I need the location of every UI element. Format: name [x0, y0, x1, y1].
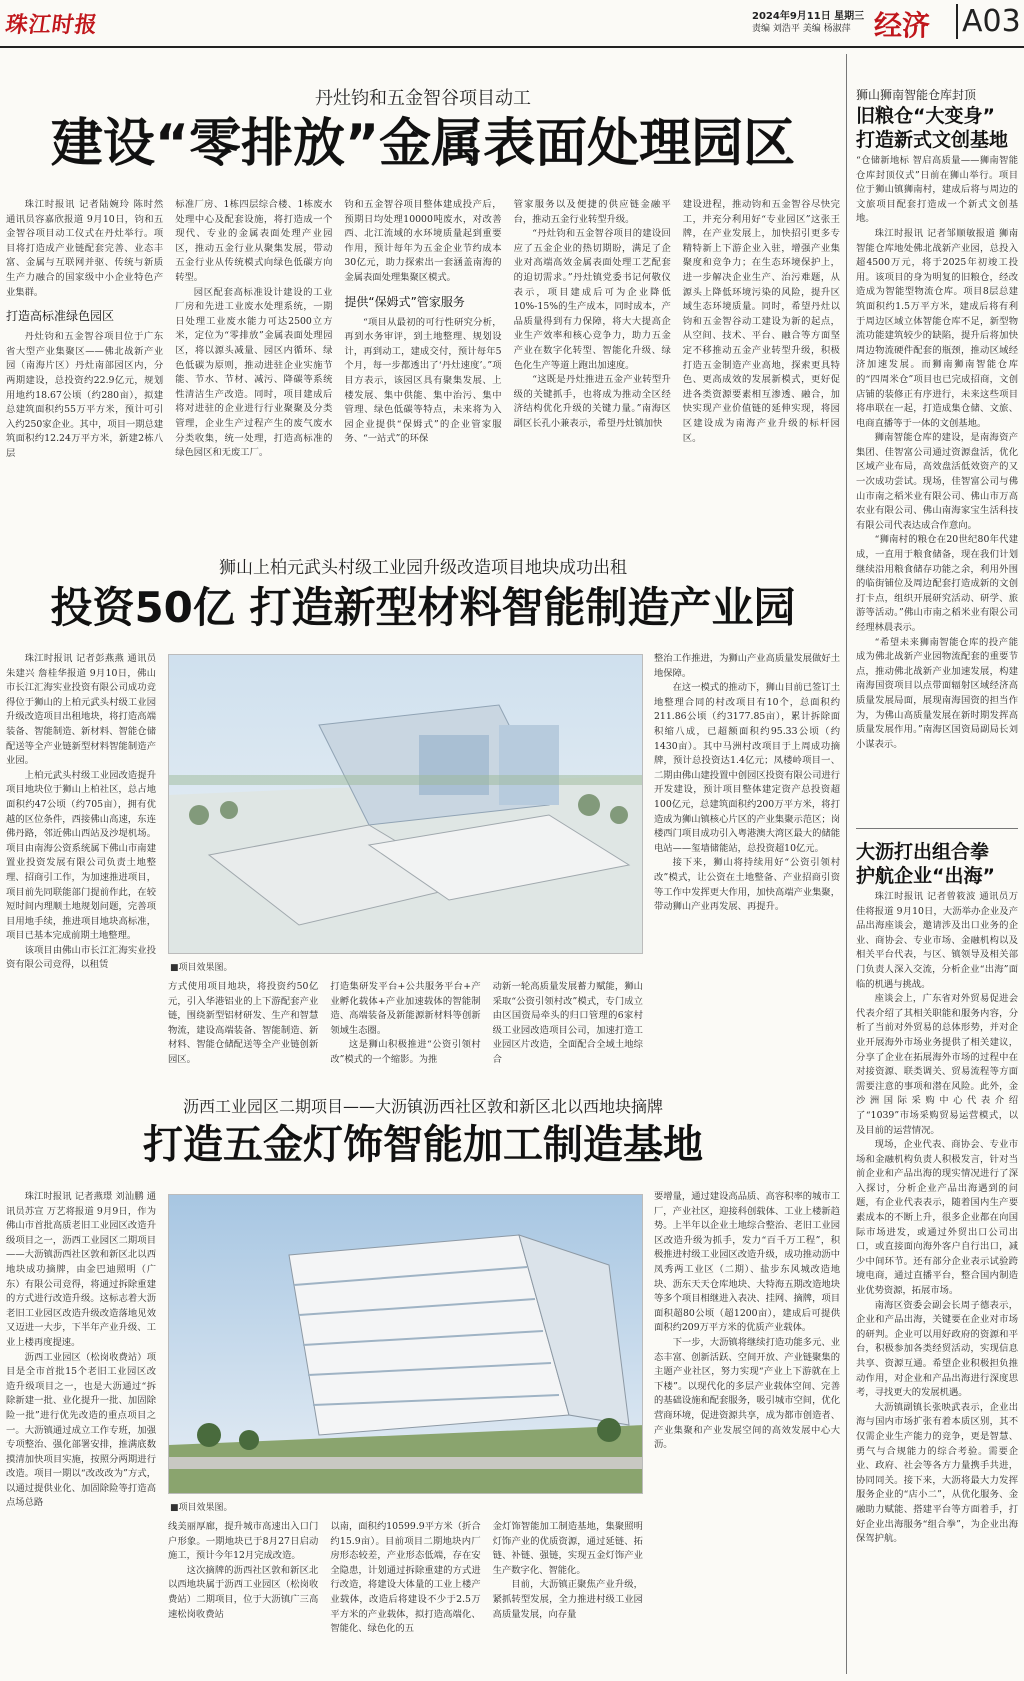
paragraph: 现场，企业代表、商协会、专业市场和金融机构负责人积极发言，针对当前企业和产品出海的现实情况进行了深入探讨，分析企业产品出海遇到的问题，有企业代表表示，随着国内生产要素成本的不断上升，很多企业都在向国际市场进发，或通过外贸出口公司出口，或直接面向海外客户自行出口，减少中间环节。还有部分企业表示试验跨境电商，通过直播平台，整合国内制造业优势资源，拓展市场。 — [856, 1139, 1018, 1297]
factory-building-rendering — [169, 1195, 643, 1494]
paragraph: 该项目由佛山市长江汇海实业投资有限公司竞得，以租赁 — [6, 944, 156, 971]
sidebar-1-headline — [856, 104, 1008, 152]
article-2-col-1 — [6, 652, 156, 1092]
paragraph: 珠江时报讯 记者曾筱波 通讯员万佳将报道 9月10日，大沥举办企业及产品出海座谈会，邀请涉及出口业务的企业、商协会、专业市场、金融机构以及相关平台代表，与区、镇领导及相关部门负责人深入交流，分析企业“出海”面临的机遇与挑战。 — [856, 891, 1018, 990]
paragraph: “项目从最初的可行性研究分析，再到水务审评，到土地整理、规划设计，再到动工，建成交付，预计每年5个月，每一步都透出了‘丹灶速度’。”项目方表示，该园区具有聚集发展、上楼发展、集中供能、集中治污、集中管理、绿色低碳等特点，未来将为入园企业提供“保姆式”的企业管家服务、“一站式”的环保 — [344, 316, 502, 445]
issue-date: 2024年9月11日 星期三 — [752, 11, 865, 22]
article-1-col-2 — [175, 198, 332, 498]
article-2-col-3 — [330, 980, 480, 1092]
paragraph: 园区配套高标准设计建设的工业厂房和先进工业废水处理系统，一期日处理工业废水能力可达2500立方米，定位为“零排放”金属表面处理园区，将以源头减量、园区内循环、绿色低碳为原则，推动进驻企业实施节能、节水、节材、减污、降碳等系统性清洁生产改造。同时，项目建成后将对进驻的企业进行行业聚聚及分类管理，企业生产过程产生的废气废水分类收集，统一处理，打造高标准的绿色园区和无废工厂。 — [175, 286, 333, 459]
article-2-col-5 — [654, 652, 840, 1092]
sidebar-2-body — [856, 890, 1018, 1676]
editor-credits: 责编 刘浩平 美编 杨淑萍 — [752, 24, 851, 34]
article-1-headline: 建设“零排放”金属表面处理园区 — [50, 114, 796, 174]
sidebar-1-headline-line-1: 旧粮仓“大变身” — [856, 105, 995, 127]
paragraph: “狮南村的粮仓在20世纪80年代建成，一直用于粮食储备，现在我们计划继续沿用粮食储存功能之余，利用外围的临街铺位及周边配套打造成新的文创打卡点，组织开展研究活动、研学、旅游等活动。”佛山市南之稻米业有限公司经理林晨表示。 — [856, 534, 1018, 633]
paragraph: 大沥镇副镇长张映武表示，企业出海与国内市场扩张有着本质区别，其不仅需企业生产能力的竞争，更是智慧、勇气与合规能力的综合考验。需要企业、政府、社会等各方力量携手共进，协同同关。接下来，大沥将最大力发挥服务企业的“店小二”，从优化服务、金融助力赋能、搭建平台等方面着手，打好企业出海服务“组合拳”，为企业出海保驾护航。 — [856, 1401, 1018, 1545]
article-3-headline: 打造五金灯饰智能加工制造基地 — [143, 1122, 703, 1168]
page-info — [752, 10, 864, 36]
article-2-col-4 — [493, 980, 643, 1092]
subheading: 提供“保姆式”管家服务 — [344, 294, 465, 309]
subheading: 打造高标准绿色园区 — [6, 309, 115, 324]
article-2-left — [6, 652, 156, 1092]
paragraph: 丹灶钧和五金智谷项目位于广东省大型产业集聚区——佛北战新产业园（南海片区）丹灶南部园区内，分两期建设，总投资约22.9亿元，规划用地约18.67公顷（约280亩），拟建总建筑面积约55万平方米，预计可引入约250家企业。其中，项目一期总建筑面积约12.24万平方米，新建2栋八层 — [6, 331, 164, 459]
paragraph: 打造集研发平台+公共服务平台+产业孵化载体+产业加速载体的智能制造、高端装备及新能源新材料等创新领域生态圈。 — [330, 981, 481, 1036]
article-1-col-4 — [514, 198, 671, 498]
paragraph: “仓储新地标 智启高质量——狮南智能仓库封顶仪式”日前在狮山举行。项目位于狮山镇狮南村，建成后将与周边的文旅项目配套打造成一个新式文创基地。 — [856, 155, 1018, 225]
paragraph: 珠江时报讯 记者燕璟 刘汕鹏 通讯员苏宣 万艺将报道 9月9日，作为佛山市首批高质老旧工业园区改造升级项目之一，沥西工业园区二期项目——大沥镇沥西社区敦和新区北以西地块成功摘牌，由金巴迪照明（广东）有限公司竞得，将通过拆除重建的方式进行改造升级。这标志着大沥老旧工业园区改造升级改造落地见效又迈进一大步，下半年产业升级、工业上楼再度提速。 — [6, 1191, 156, 1348]
paragraph: 座谈会上，广东省对外贸易促进会代表介绍了其相关职能和服务内容，分析了当前对外贸易的总体形势，并对企业开展海外市场业务提供了相关建议，分享了企业在拓展海外市场的过程中在对接资源、联类调关、贸易流程等方面需要注意的事项和潜在风险。此外，金沙洲国际采购中心代表介绍了“1039”市场采购贸易运营模式，以及目前的运营情况。 — [856, 993, 1018, 1136]
article-2-right — [654, 652, 840, 1092]
article-3-col-5 — [654, 1190, 840, 1676]
industrial-park-rendering — [169, 655, 643, 954]
paragraph: 方式使用项目地块，将投资约50亿元，引入华港铝业的上下游配套产业链，围绕新型铝材研发、生产和智慧物流，建设高端装备、智能制造、新材料、智能仓储配送等全产业链创新园区。 — [168, 981, 319, 1065]
section-name: 经济 — [874, 9, 931, 42]
article-1-col-5 — [683, 198, 840, 498]
paragraph: 线美丽厚廊，提升城市高速出入口门户形象。一期地块已于8月27日启动施工，预计今年12月完成改造。 — [168, 1521, 319, 1562]
paragraph: 下一步，大沥镇将继续打造功能多元、业态丰富、创新活跃、空间开放、产业链聚集的主题产业社区，努力实现“产业上下游就在上下楼”。以现代化的多层产业载体空间、完善的基础设施和配套服务，吸引城市空间，优化营商环境，促进资源共享，成为都市创造者、产业集聚和产业发展空间的高效发展中心大沥。 — [654, 1336, 840, 1451]
article-1-col-1 — [6, 198, 163, 498]
paragraph: 钧和五金智谷项目整体建成投产后，预期日均处理10000吨废水，对改善西、北江流域的水环境质量起到重要作用，预计每年为五金企业节约成本30亿元，助力探索出一套涵盖南海的金属表面处理集聚区模式。 — [344, 199, 502, 283]
article-2-bottom — [168, 980, 643, 1092]
article-3-col-4 — [493, 1520, 643, 1676]
paragraph: 管家服务以及便捷的供应链金融平台，推动五金行业转型升级。 — [513, 199, 671, 225]
paragraph: “希望未来狮南智能仓库的投产能成为佛北战新产业园物流配套的重要节点，推动佛北战新产业加速发展，构建南海国资项目以点带面辐射区域经济高质量发展局面，展现南海国资的担当作为，为佛山高质量发展在新时期发挥高质量发展作用。”南海区国资局副局长刘小谋表示。 — [856, 636, 1018, 750]
article-3-col-1 — [6, 1190, 156, 1676]
article-3-kicker: 沥西工业园区二期项目——大沥镇沥西社区敦和新区北以西地块摘牌 — [182, 1097, 663, 1116]
paragraph: 整治工作推进，为狮山产业高质量发展做好土地保障。 — [654, 653, 840, 679]
paragraph: 这是狮山积极推进“公资引领村改”模式的一个缩影。为推 — [330, 1039, 481, 1065]
paragraph: “这既是丹灶推进五金产业转型升级的关键抓手，也将成为推动全区经济结构优化升级的关键力量。”南海区副区长孔小兼表示，希望丹灶镇加快 — [513, 374, 671, 429]
paragraph: 珠江时报讯 记者陆婉玲 陈时然 通讯员容嘉欣报道 9月10日，钧和五金智谷项目动工仪式在丹灶举行。项目将打造成产业链配套完善、业态丰富、金属与互联网并驱、传统与新质生产力融合的国家级中小企业特色产业集群。 — [6, 199, 164, 298]
article-2-kicker: 狮山上柏元武头村级工业园升级改造项目地块成功出租 — [219, 558, 627, 578]
article-1-col-3 — [344, 198, 501, 498]
article-1-body — [6, 198, 840, 498]
paragraph: 金灯饰智能加工制造基地，集聚照明灯饰产业的优质资源，通过延链、拓链、补链、强链，实现五金灯饰产业生产数字化、智能化。 — [492, 1521, 643, 1576]
paragraph: 动新一轮高质量发展蓄力赋能，狮山采取“公资引领村改”模式，专门成立由区国资局牵头的归口管理的6家村级工业园改造项目公司，加速打造工业园区片改造，全面配合全域土地综合 — [492, 981, 643, 1065]
paragraph: “丹灶钧和五金智谷项目的建设回应了五金企业的热切期盼，满足了企业对高端高效金属表面处理工艺配套的迫切需求。”丹灶镇党委书记何敬仪表示，项目建成后可为企业降低10%-15%的生产成本，同时成本，产品质量得到有力保障，将大大提高企业生产效率和核心竞争力，助力五金产业在数字化转型、智能化升级、绿色化生产等道上跑出加速度。 — [513, 228, 671, 371]
paragraph: 以南，面积约10599.9平方米（折合约15.9亩）。目前项目二期地块内厂房形态较差，产业形态低端，存在安全隐患，计划通过拆除重建的方式进行改造，将建设大体量的工业上楼产业载体，改造后将建设不少于2.5万平方米的产业载体，拟打造高端化、智能化、绿色化的五 — [330, 1521, 481, 1635]
article-3-col-3 — [330, 1520, 480, 1676]
newspaper-logo: 珠江时报 — [3, 13, 100, 38]
paragraph: 这次摘牌的沥西社区敦和新区北以西地块属于沥西工业园区（松岗收费站）二期项目，位于大沥镇广三高速松岗收费站 — [168, 1564, 319, 1620]
paragraph: 上柏元武头村级工业园改造提升项目地块位于狮山上柏社区，总占地面积约47公顷（约705亩），拥有优越的区位条件，西接佛山高速，东连佛丹路，邻近佛山西站及沙堤机场。项目由南海公资系统属下佛山市南建置业投资发展有限公司负责土地整理、招商引工作，为加速推进项目，项目前先同联能部门提前作此，在较短时间内理顺土地规划问题，完善项目用地手续，推进项目地块高标准，项目已基本完成前期土地整理。 — [6, 769, 156, 942]
paragraph: 要增量，通过建设高品质、高容积率的城市工厂，产业社区，迎接科创载体、工业上楼新趋势。上半年以企业土地综合整治、老旧工业园区改造升级为抓手，发力“百千万工程”，积极推进村级工业园区改造升级，成功推动沥中凤秀两工业区（二期）、盐步东风城改造地块、沥东天天仓库地块、大特海五期改造地块等多个项目相继进入表决、挂网、摘牌，项目面积超80公顷（超1200亩），建成后可提供面积约209万平方米的优质产业载体。 — [654, 1191, 840, 1334]
sidebar-2-headline-line-2: 护航企业“出海” — [856, 865, 995, 887]
article-1-kicker: 丹灶钧和五金智谷项目动工 — [315, 88, 531, 109]
page-number: A03 — [956, 4, 1021, 39]
article-2-headline: 投资50亿 打造新型材料智能制造产业园 — [50, 583, 796, 632]
article-3-caption: ■项目效果图。 — [170, 1503, 233, 1513]
article-2-col-2 — [168, 980, 318, 1092]
sidebar-divider — [856, 828, 1018, 829]
sidebar-2-headline — [856, 840, 995, 888]
article-3-left — [6, 1190, 156, 1676]
paragraph: 标准厂房、1栋四层综合楼、1栋废水处理中心及配套设施，将打造成一个现代、专业的金属表面处理产业园区，推动五金行业从聚集发展，带动五金行业从传统模式向绿色低碳方向转型。 — [175, 199, 333, 283]
article-2-caption: ■项目效果图。 — [170, 963, 233, 973]
article-3-right — [654, 1190, 840, 1676]
paragraph: 接下来，狮山将持续用好“公资引领村改”模式，让公资在土地整备、产业招商引资等工作中发挥更大作用，加快高端产业集聚，带动狮山产业再发展、再提升。 — [654, 857, 840, 913]
paragraph: 南海区资委会副会长周子德表示，企业和产品出海，关键要在企业对市场的研判。企业可以用好政府的资源和平台，积极参加各类经贸活动，实现信息共享、资源互通。希望企业积极担负推动作用，对企业和产品出海进行深度思考，寻找更大的发展机遇。 — [856, 1299, 1018, 1399]
paragraph: 沥西工业园区（松岗收费站）项目是全市首批15个老旧工业园区改造升级项目之一，也是大沥通过“拆除新建一批、业化提升一批、加固除险一批”进行优先改造的重点项目之一。大沥镇通过成立工作专班，加强专项整治、强化部署安排，推满底数摸清加快项目实施，按照分两期进行改造。项目一期以“改改改为”方式，以通过提供业化、加固除险等打造高点场总路 — [6, 1351, 156, 1509]
sidebar-1-kicker: 狮山狮南智能仓库封顶 — [856, 88, 977, 102]
article-2-photo — [168, 654, 643, 954]
paragraph: 珠江时报讯 记者彭燕燕 通讯员朱建兴 詹桂华报道 9月10日，佛山市长江汇海实业投资有限公司成功竞得位于狮山的上柏元武头村级工业园升级改造项目出租地块，将打造高端装备、智能制造、新材料、智能仓储配送等全产业链新型材料智能制造产业园。 — [6, 653, 156, 767]
article-3-col-2 — [168, 1520, 318, 1676]
paragraph: 目前，大沥镇正聚焦产业升级，紧抓转型发展，全力推进村级工业园高质量发展，向存量 — [492, 1579, 643, 1620]
paragraph: 在这一模式的推动下，狮山目前已签订土地整理合同的村改项目有10个，总面积约211.86公顷（约3177.85亩），累计拆除面积缩八成，已超额面积约95.33公顷（约1430亩）。其中马洲村改项目于上周成功摘牌，预计总投资达1.4亿元；凤楼岭项目一、二期由佛山建投置中创园区投资有限公司进行开发建设，预计项目整体建定资产总投资超100亿元，总建筑面积约200万平方米，将打造成为狮山镇核心片区的产业集聚示范区；岗楼西门项目成功引入粤港澳大湾区最大的储能电站——玺墙储能站，总投资超10亿元。 — [654, 682, 840, 854]
paragraph: 珠江时报讯 记者邹顺敏报道 狮南智能仓库地处佛北战新产业园，总投入超4500万元，将于2025年初竣工投用。该项目的身为明复的旧粮仓，经改造成为智能型物流仓库。项目8层总建筑面积约1.5万平方米，建成后将有利于周边区域立体智能仓库不足，新型物流功能建筑较少的缺陷，提升后将加快周边物流硬件配套的瓶颈，推动区域经济加速发展。而狮南狮南智能仓库的“四周米仓”项目也已完成招商，文创店铺的装修正有序进行，未来这些项目将串联在一起，打造成集仓储、文旅、电商直播等于一体的文创基地。 — [856, 227, 1018, 429]
sidebar-1-body — [856, 154, 1018, 820]
sidebar-1-headline-line-2: 打造新式文创基地 — [856, 129, 1009, 151]
article-3-photo — [168, 1194, 643, 1494]
paragraph: 狮南智能仓库的建设，是南海资产集团、佳智富公司通过资源盘活，优化区域产业布局，高效盘活低效资产的又一次成功尝试。现场，佳智富公司与佛山市南之稻米业有限公司、佛山市万高农业有限公司、佛山南海家宝生活科技有限公司代表达成合作意向。 — [856, 432, 1018, 531]
masthead — [0, 0, 1024, 48]
column-divider — [846, 54, 847, 1674]
sidebar-2-headline-line-1: 大沥打出组合拳 — [856, 841, 990, 863]
article-3-bottom — [168, 1520, 643, 1676]
paragraph: 建设进程，推动钧和五金智谷尽快完工，并充分利用好“专业园区”这张王牌，在产业发展上，加快招引更多专精特新上下游企业入驻，增强产业集聚度和竞争力；在生态环境保护上，进一步解决企业生产、治污难题，从源头上降低环境污染的风险，提升区域生态环境质量。同时，希望丹灶以钧和五金智谷动工建设为新的起点，从空间、技术、平台、融合等方面坚定不移推动五金产业转型升级，积极打造五金制造产业高地，探索更具特色、更高成效的发展新模式，更好促进各类资源要素相互渗透、融合，加快实现产业价值链的延伸实现，将园区建设成为南海产业升级的标杆园区。 — [682, 199, 840, 444]
